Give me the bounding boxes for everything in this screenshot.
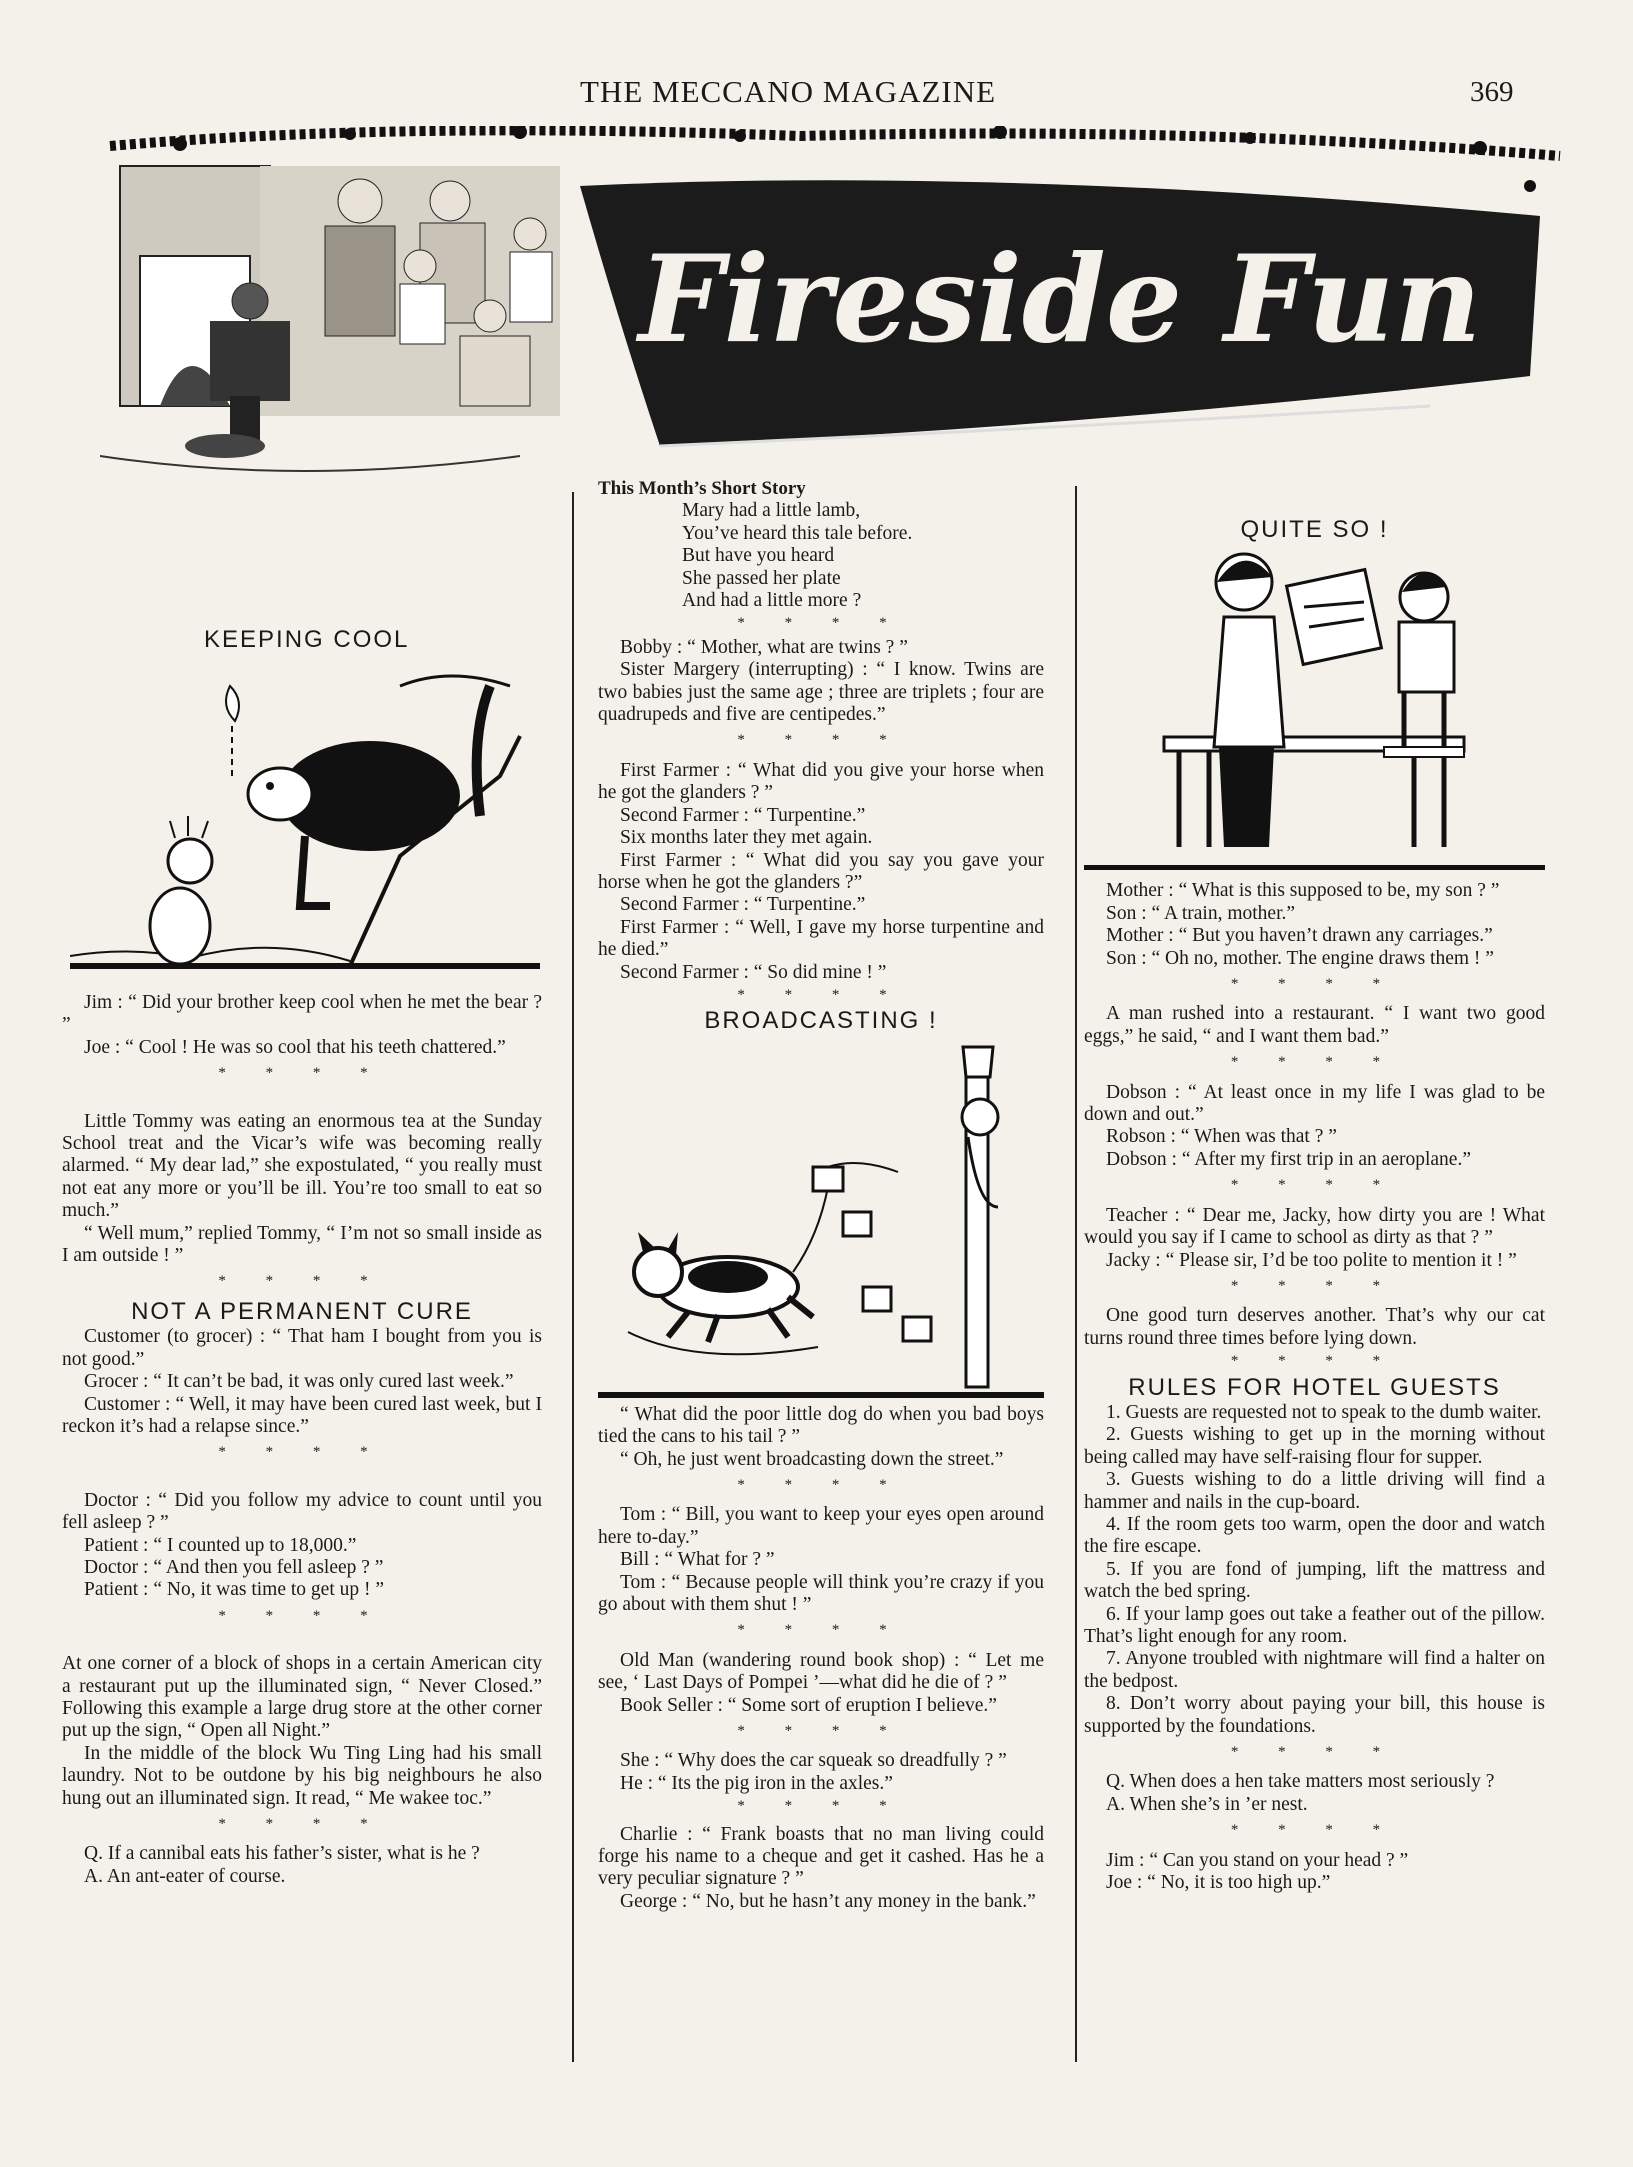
broadcasting-line: “ Oh, he just went broadcasting down the street.” (620, 1448, 1004, 1470)
jacky-line: Jacky : “ Please sir, I’d be too polite to mention it ! ” (1106, 1249, 1517, 1271)
banner-illustration (100, 126, 1570, 506)
hotel-rule: 5. If you are fond of jumping, lift the mattress and watch the bed spring. (1084, 1558, 1545, 1603)
separator-stars: * * * * (218, 1444, 386, 1461)
hotel-rule: 3. Guests wishing to do a little driving will find a hammer and nails in the cup-board. (1084, 1469, 1545, 1513)
quite-so-line: Son : “ Oh no, mother. The engine draws them ! ” (1106, 947, 1494, 969)
hen-line: A. When she’s in ’er nest. (1106, 1793, 1308, 1815)
page-number: 369 (1470, 76, 1514, 108)
separator-stars: * * * * (218, 1065, 386, 1082)
poem-line: Mary had a little lamb, (682, 500, 861, 522)
dobson-line: Dobson : “ At least once in my life I was glad to be down and out.” (1084, 1081, 1545, 1126)
quite-so-heading: QUITE SO ! (1240, 516, 1389, 543)
separator-stars: * * * * (1230, 1177, 1399, 1194)
dobson-line: Dobson : “ After my first trip in an aeroplane.” (1106, 1148, 1471, 1170)
hotel-rule: 4. If the room gets too warm, open the door and watch the fire escape. (1084, 1513, 1545, 1558)
head-line: Jim : “ Can you stand on your head ? ” (1106, 1849, 1409, 1871)
laundry-paragraph: In the middle of the block Wu Ting Ling had his small laundry. Not to be outdone by his big neighbours he also hung out an illuminated sign. It read, “ Me wakee toc.” (62, 1742, 542, 1809)
charlie-line: George : “ No, but he hasn’t any money in the bank.” (620, 1890, 1036, 1912)
column-three (1084, 515, 1545, 1894)
poem-line: She passed her plate (682, 567, 841, 589)
separator-stars: * * * * (1230, 1744, 1399, 1761)
quite-so-line: Mother : “ What is this supposed to be, my son ? ” (1106, 880, 1500, 902)
farmer-line: First Farmer : “ Well, I gave my horse turpentine and he died.” (598, 916, 1044, 961)
keeping-cool-line: Jim : “ Did your brother keep cool when he met the bear ? ” (62, 992, 542, 1036)
hen-line: Q. When does a hen take matters most seriously ? (1106, 1771, 1495, 1793)
doctor-line: Doctor : “ Did you follow my advice to count until you fell asleep ? ” (62, 1489, 542, 1534)
twins-line: Sister Margery (interrupting) : “ I know. Twins are two babies just the same age ; three are triplets ; four are quadrupeds and five are centipedes.” (598, 659, 1044, 726)
hotel-rule: 8. Don’t worry about paying your bill, this house is supported by the foundations. (1084, 1693, 1545, 1737)
good-turn-paragraph: One good turn deserves another. That’s why our cat turns round three times before lying down. (1084, 1305, 1545, 1349)
broadcasting-cartoon (598, 1037, 1044, 1398)
laundry-paragraph: At one corner of a block of shops in a certain American city a restaurant put up the illuminated sign, “ Never Closed.” Following this example a large drug store at the other corner put up the sign, “ Open all Night.” (62, 1653, 542, 1742)
doctor-line: Patient : “ I counted up to 18,000.” (84, 1534, 357, 1556)
car-line: She : “ Why does the car squeak so dreadfully ? ” (620, 1750, 1007, 1772)
permanent-cure-line: Customer (to grocer) : “ That ham I bought from you is not good.” (62, 1326, 542, 1370)
farmer-line: Second Farmer : “ Turpentine.” (620, 894, 866, 916)
banner-title: Fireside Fun (638, 229, 1482, 370)
farmer-line: Second Farmer : “ Turpentine.” (620, 804, 866, 826)
head-line: Joe : “ No, it is too high up.” (1106, 1872, 1331, 1894)
poem-line: But have you heard (682, 545, 835, 567)
hotel-rule: 2. Guests wishing to get up in the morning without being called may have self-raising flour for supper. (1084, 1424, 1545, 1468)
dobson-line: Robson : “ When was that ? ” (1106, 1126, 1337, 1148)
separator-stars: * * * * (737, 1798, 905, 1815)
hotel-rule: 6. If your lamp goes out take a feather out of the pillow. That’s light enough for any room. (1084, 1603, 1545, 1647)
farmer-line: Six months later they met again. (620, 827, 873, 849)
keeping-cool-cartoon (70, 666, 540, 984)
separator-stars: * * * * (737, 615, 905, 632)
hotel-rule: 7. Anyone troubled with nightmare will find a halter on the bedpost. (1084, 1648, 1545, 1692)
hotel-rule: 1. Guests are requested not to speak to the dumb waiter. (1106, 1401, 1542, 1423)
tom-line: Tom : “ Bill, you want to keep your eyes open around here to-day.” (598, 1504, 1044, 1548)
tom-line: Tom : “ Because people will think you’re crazy if you go about with them shut ! ” (598, 1571, 1044, 1615)
quite-so-line: Mother : “ But you haven’t drawn any carriages.” (1106, 925, 1493, 947)
permanent-cure-line: Grocer : “ It can’t be bad, it was only cured last week.” (84, 1371, 514, 1393)
column-one (62, 992, 542, 1888)
separator-stars: * * * * (1230, 1353, 1399, 1370)
pompei-line: Old Man (wandering round book shop) : “ Let me see, ‘ Last Days of Pompei ’—what did he die of ? ” (598, 1649, 1044, 1694)
poem-line: You’ve heard this tale before. (682, 522, 913, 544)
permanent-cure-line: Customer : “ Well, it may have been cured last week, but I reckon it’s had a relapse since.” (62, 1393, 542, 1437)
separator-stars: * * * * (218, 1607, 386, 1624)
eggs-paragraph: A man rushed into a restaurant. “ I want two good eggs,” he said, “ and I want them bad.” (1084, 1003, 1545, 1047)
magazine-title: THE MECCANO MAGAZINE (580, 74, 997, 109)
fireside-fun-banner (100, 126, 1570, 506)
quite-so-cartoon (1084, 547, 1545, 870)
keeping-cool-section (62, 625, 542, 654)
permanent-cure-heading: NOT A PERMANENT CURE (131, 1297, 473, 1325)
separator-stars: * * * * (737, 1622, 905, 1639)
tom-line: Bill : “ What for ? ” (620, 1549, 775, 1571)
keeping-cool-heading: KEEPING COOL (204, 626, 410, 653)
keeping-cool-line: Joe : “ Cool ! He was so cool that his teeth chattered.” (84, 1036, 506, 1058)
separator-stars: * * * * (1230, 1277, 1399, 1294)
broadcasting-line: “ What did the poor little dog do when you bad boys tied the cans to his tail ? ” (598, 1403, 1044, 1448)
hotel-rules-heading: RULES FOR HOTEL GUESTS (1128, 1373, 1501, 1401)
tommy-paragraph: “ Well mum,” replied Tommy, “ I’m not so small inside as I am outside ! ” (62, 1222, 542, 1267)
poem-line: And had a little more ? (682, 590, 862, 612)
separator-stars: * * * * (1230, 976, 1399, 993)
quite-so-line: Son : “ A train, mother.” (1106, 902, 1296, 924)
farmer-line: Second Farmer : “ So did mine ! ” (620, 961, 887, 983)
separator-stars: * * * * (1230, 1822, 1399, 1839)
separator-stars: * * * * (737, 732, 905, 749)
separator-stars: * * * * (218, 1273, 386, 1290)
charlie-line: Charlie : “ Frank boasts that no man living could forge his name to a cheque and get it cashed. Has he a very peculiar signature ? ” (598, 1823, 1044, 1890)
jacky-line: Teacher : “ Dear me, Jacky, how dirty you are ! What would you say if I came to school as dirty as that ? ” (1084, 1204, 1545, 1249)
column-rule-left (572, 492, 574, 2062)
separator-stars: * * * * (1230, 1054, 1399, 1071)
page-header (0, 74, 1633, 114)
car-line: He : “ Its the pig iron in the axles.” (620, 1772, 893, 1794)
twins-line: Bobby : “ Mother, what are twins ? ” (620, 636, 908, 658)
broadcasting-heading: BROADCASTING ! (704, 1007, 938, 1035)
separator-stars: * * * * (737, 986, 905, 1003)
doctor-line: Doctor : “ And then you fell asleep ? ” (84, 1556, 384, 1578)
separator-stars: * * * * (737, 1723, 905, 1740)
pompei-line: Book Seller : “ Some sort of eruption I believe.” (620, 1694, 997, 1716)
column-two (598, 478, 1044, 1913)
cannibal-line: Q. If a cannibal eats his father’s sister, what is he ? (84, 1843, 480, 1865)
farmer-line: First Farmer : “ What did you say you gave your horse when he got the glanders ?” (598, 849, 1044, 893)
cannibal-line: A. An ant-eater of course. (84, 1865, 286, 1887)
doctor-line: Patient : “ No, it was time to get up ! ” (84, 1579, 385, 1601)
poem (598, 500, 1044, 612)
farmer-line: First Farmer : “ What did you give your horse when he got the glanders ? ” (598, 759, 1044, 804)
separator-stars: * * * * (737, 1476, 905, 1493)
column-rule-right (1075, 486, 1077, 2062)
short-story-heading: This Month’s Short Story (598, 478, 806, 499)
separator-stars: * * * * (218, 1816, 386, 1832)
tommy-paragraph: Little Tommy was eating an enormous tea at the Sunday School treat and the Vicar’s wife was becoming really alarmed. “ My dear lad,” she expostulated, “ you really must not eat any more or you’ll be ill. You’re too small to eat so much.” (62, 1110, 542, 1222)
